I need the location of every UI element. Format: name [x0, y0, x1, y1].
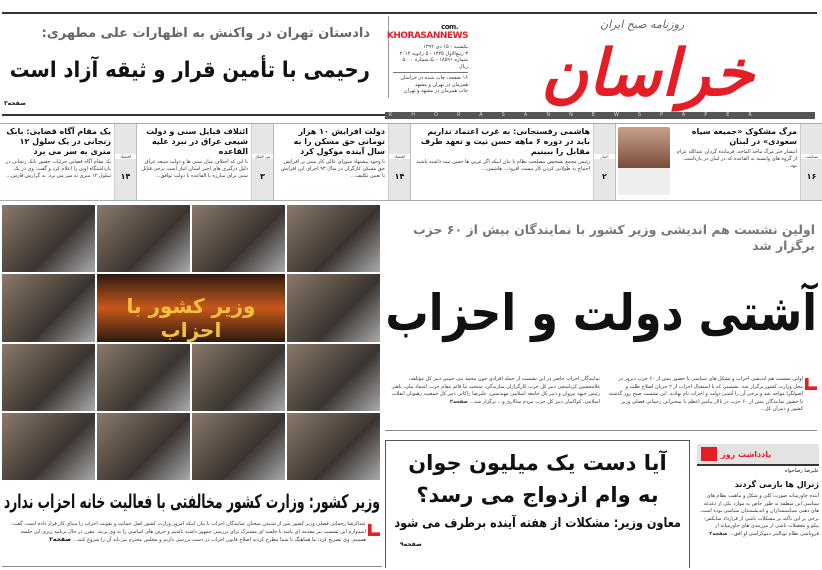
- editorial-icon: [701, 447, 717, 461]
- page-ref[interactable]: صفحه۳: [4, 100, 26, 107]
- red-marker-icon: [805, 378, 817, 390]
- site-url[interactable]: .com KHORASANNEWS: [386, 23, 468, 41]
- note: ۱۶ صفحه، چاپ شده در خراسان: [400, 75, 468, 81]
- page-ref[interactable]: صفحه۲: [49, 536, 72, 543]
- divider: [2, 566, 382, 567]
- portrait-photo: [618, 127, 670, 195]
- photo: [97, 413, 190, 480]
- teaser[interactable]: بین الملل ۳ ائتلاف قبایل سنی و دولت شیعی عراق در نبرد علیه القاعده با این که اختلاف میان سنی ها و دولت شیعه عراق دلیل درگیری های اخیر استان انبار است برخی قبایل سنی برای مبارزه با القاعده با دولت توافق...: [136, 124, 273, 200]
- teasers-row: [0, 123, 822, 201]
- second-story-headline[interactable]: وزیر کشور: وزارت کشور مخالفتی با فعالیت خانه احزاب ندارد: [3, 491, 381, 513]
- logo: خراسان: [541, 36, 754, 111]
- editorial-author: علیرضا رضاخواه: [784, 468, 819, 474]
- photo: [2, 413, 95, 480]
- photo: [287, 274, 380, 341]
- issue-line: شماره ۱۸۵۹۱ - تک‌شماره ۵۰۰۰ ریال: [402, 57, 468, 70]
- note: چاپ همزمان در مشهد و تهران: [403, 88, 468, 94]
- top-story-headline[interactable]: رحیمی با تأمین قرار و ثیقه آزاد است: [9, 58, 371, 83]
- editorial-label: یادداشت روز: [721, 449, 772, 459]
- tagline: روزنامه صبح ایران: [600, 18, 685, 31]
- date-line: یکشنبه - ۱۵ دی ۱۳۹۲: [423, 44, 468, 50]
- lead-headline[interactable]: آشتی دولت و احزاب: [385, 284, 817, 342]
- photo: [2, 344, 95, 411]
- editorial-text: آینده خاورمیانه صورت کلی و شکل و ماهیت نظام های سیاسی این منطقه به طور خاص به موارد یکی از دغدغه های ذهنی سیاستمداران و اندیشمندان سیاسی بوده است. برخی بر این تأکید بر مشکلات ناشی از قرارداد سایکس-پیکو و معضلات ناشی از مرزبندی های خاورمیانه از فروپاشی نظام توتالیتر دموکراسی او افق... صفحه۲: [699, 493, 819, 537]
- note: همزمان در تهران و مشهد: [414, 81, 468, 88]
- newspaper-strip: KHORASANNEWSPAPER: [385, 112, 815, 119]
- photo: [97, 344, 190, 411]
- top-story-kicker: دادستان تهران در واکنش به اظهارات علی مطهری:: [41, 26, 370, 41]
- second-story-text: عبدالرضا رحمانی فضلی وزیر کشور پس از شنیدن سخنان نمایندگان احزاب با بیان اینکه امروز وزارت کشور اصل حمایت و تقویت احزاب را مبنای کار قرار داده است، گفت: امیدوارم این نشست نیز مقدمه ای باشد تا جلسه ای مشترک برای بررسی جمهور داشته باشیم و حرف های اساسی را به وی بزنید. مقرر در حال برنامه ریزی این جلسه هستیم. وی تصریح کرد: ما هماهنگ تا شما مطرح کردید اصلاح قانون احزاب در دست بررسی داریم و مجلس محترم نیز باید آن را شروع کنند... صفحه۲: [11, 521, 366, 543]
- photo: [287, 205, 380, 272]
- lead-body-right: اولین نشست هم اندیشی احزاب و تشکل های سیاسی با حضور بیش از ۶۰ حزب دیروز در محل وزارت کشور برگزار شد. نشستی که با استقبال احزاب از ۲ جریان اصلاح طلب و اصولگرا مواجه شد و برخی آن را آشتی دولت و احزاب نام نهادند. این نشست صبح روز گذشته با حضور نمایندگان بیش از ۶۰ حزب در تالار پیامبر اعظم با سخنرانی رحمانی فضلی وزیر کشور و دبیران کل...: [608, 376, 803, 412]
- photo: [192, 413, 285, 480]
- feature-headline-2: به وام ازدواج می رسد؟: [416, 483, 659, 507]
- feature-subhead: معاون وزیر: مشکلات از هفته آینده برطرف می شود: [394, 516, 681, 531]
- lead-kicker: اولین نشست هم اندیشی وزیر کشور با نمایندگان بیش از ۶۰ حزب برگزار شد: [413, 222, 815, 253]
- photo: [287, 344, 380, 411]
- editorial-sidebar: [697, 444, 819, 568]
- page-ref[interactable]: صفحه۹: [400, 541, 422, 548]
- photo: [2, 205, 95, 272]
- top-rule: [2, 12, 817, 14]
- rule: [2, 114, 385, 116]
- photo-collage: [2, 205, 380, 480]
- photo: [97, 205, 190, 272]
- date-line: ۳ ربیع‌الاول ۱۴۳۵ - ۵ ژانویه ۲۰۱۴: [399, 50, 468, 57]
- masthead-info: [388, 16, 472, 98]
- photo: [192, 344, 285, 411]
- red-marker-icon: [368, 524, 380, 536]
- teaser[interactable]: اخبار ۲ هاشمی رفسنجانی: به غرب اعتماد نداریم باید در دوره ۶ ماهه حسن نیت و تعهد طرف مقابل را ببینیم رئیس مجمع تشخیص مصلحت نظام با بیان اینکه اگر غربی ها حسن نیت داشته باشند احتیاج به طولانی کردن کار نیست افزود... هاشمی...: [410, 124, 615, 200]
- photo-banner: وزیر کشور با احزاب: [97, 274, 285, 341]
- feature-headline-1: آیا دست یک میلیون جوان: [408, 451, 667, 475]
- photo: [2, 274, 95, 341]
- photo: [287, 413, 380, 480]
- editorial-title[interactable]: ژنرال ها بازمی گردند: [734, 480, 819, 489]
- page-ref[interactable]: صفحه۲: [449, 398, 469, 405]
- divider: [385, 430, 817, 431]
- teaser[interactable]: اقتصاد ۱۴ یک مقام آگاه قضایی: بابک زنجانی در یک سلول ۱۲ متری به سر می برد یک مقام آگاه قضایی جزئیات حضور بابک زنجانی در بازداشتگاه اوین را اعلام کرد و گفت: وی در یک سلول ۱۲ متری به سر می برد. به گزارش فارس...: [0, 124, 136, 200]
- teaser[interactable]: سیاست ۱۶ مرگ مشکوک «جمیعه سیاه سعودی» در لبنان انتشار خبر مرگ ماجد الماجد، فرمانده گردان عبدالله عزام از گروه های وابسته به القاعده که در لبنان در بازداشت بود...: [615, 124, 822, 200]
- lead-body-left: نمایندگان احزاب حاضر در این نشست از جمله افرادی چون محمد نبی حبیبی دبیر کل مؤتلفه، غلامحسین کرباسچی دبیر کل حزب کارگزاران سازندگی، منتجب نیا قائم مقام حزب اعتماد ملی، باهنر رئیس جبهه پیروان و دبیر کل جامعه اسلامی مهندسین، علیرضا زاکانی دبیر کل جمعیت رهپویان انقلاب اسلامی، کواکبیان دبیر کل حزب مردم سالاری و... برگزار شد... صفحه۲: [391, 376, 600, 405]
- feature-box[interactable]: [385, 440, 690, 568]
- teaser[interactable]: اقتصاد ۱۴ دولت افزایش ۱۰ هزار تومانی حق مسکن را به سال آینده موکول کرد با وجود پیشنهاد شورای عالی کار مبنی بر افزایش حق مسکن کارگران در سال ۹۳ اجرای این افزایش تا تعیین تکلیف...: [273, 124, 410, 200]
- photo: [192, 205, 285, 272]
